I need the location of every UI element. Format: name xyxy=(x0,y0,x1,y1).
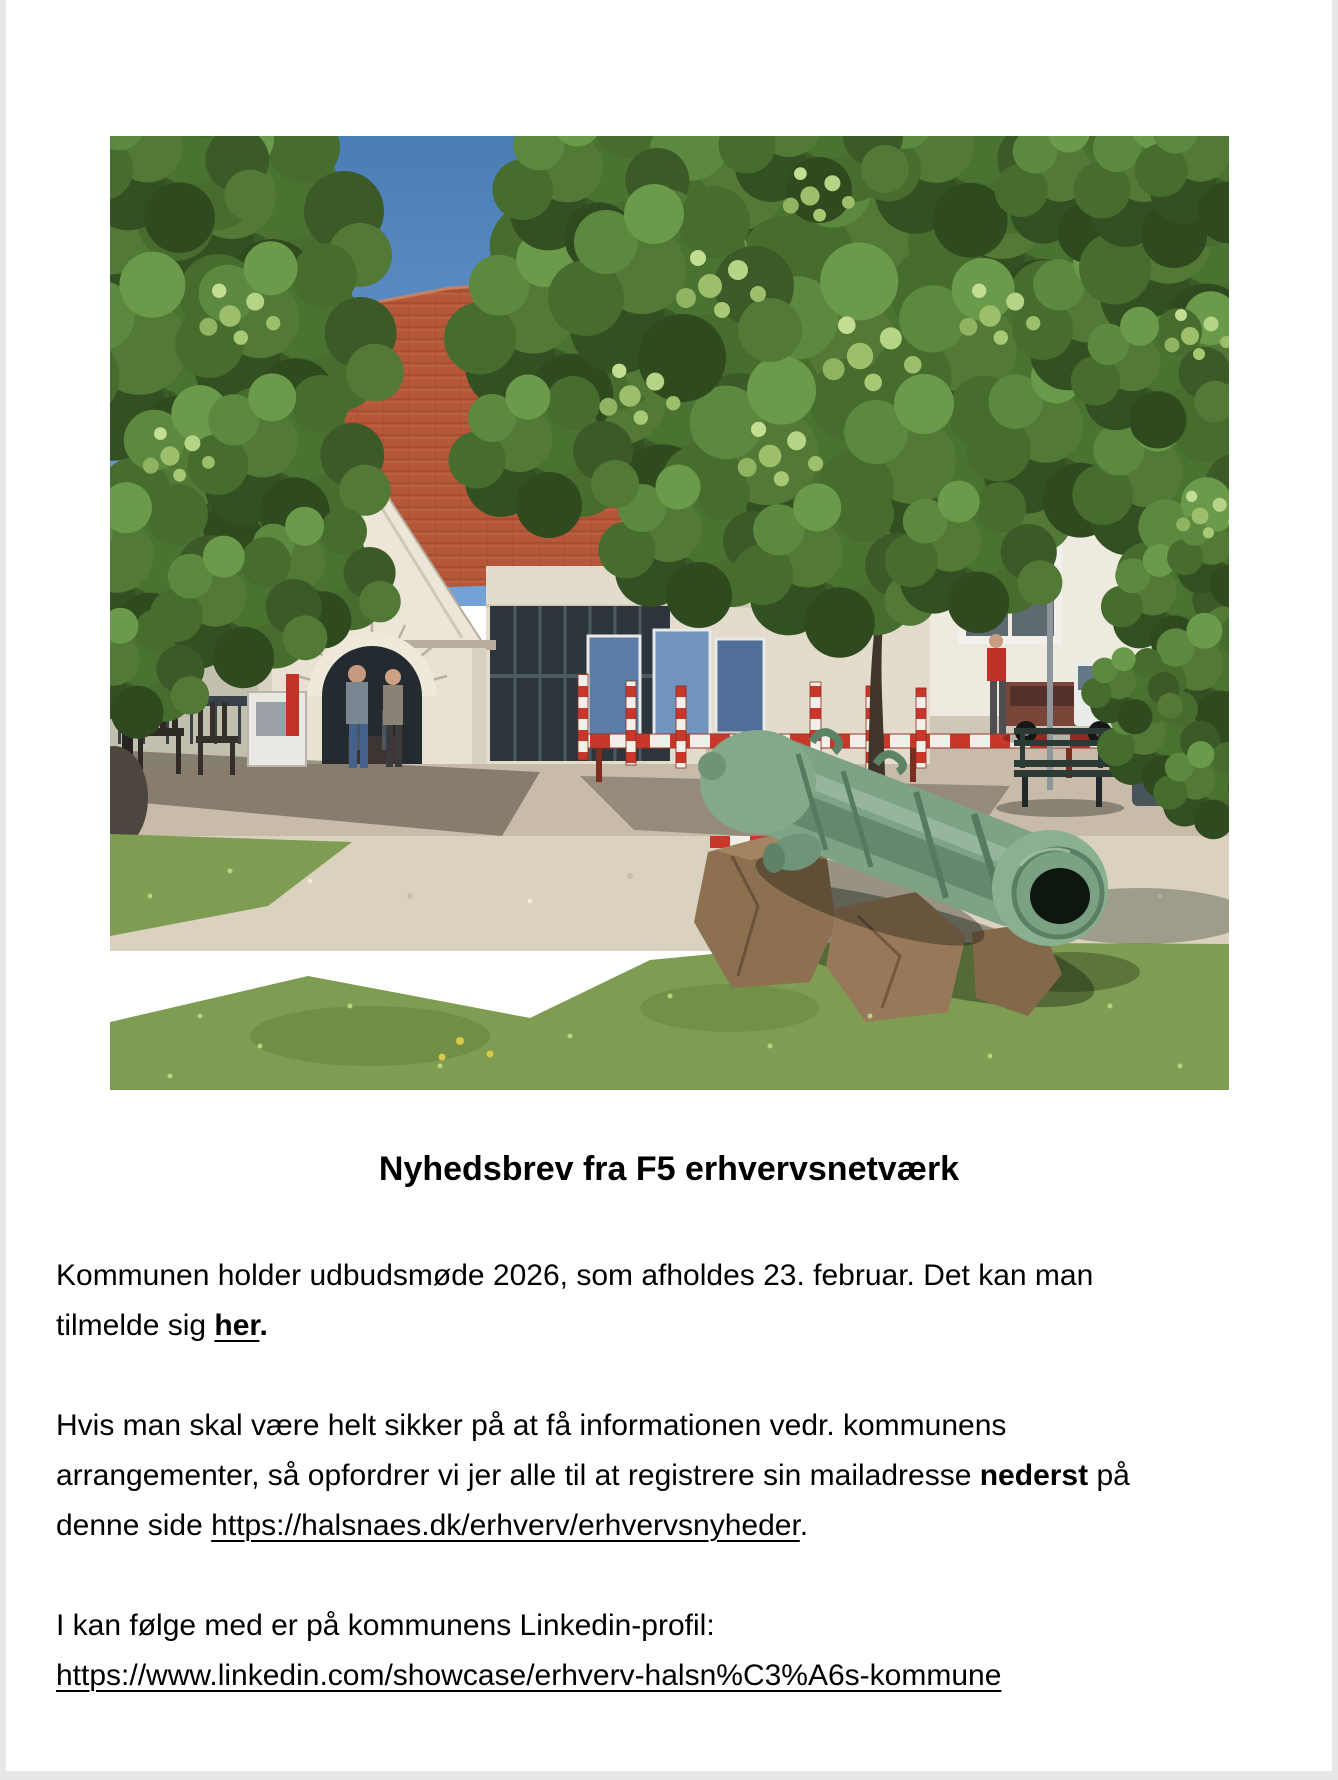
p2-lead-text: Hvis man skal være helt sikker på at få informationen vedr. kommunens arrangementer, så opfordrer vi jer alle til at registrere sin mailadresse xyxy=(56,1409,1007,1492)
paragraph-udbudsmoede xyxy=(56,1251,1156,1351)
courtyard-photo-illustration xyxy=(110,136,1229,1090)
p3-lead-text: I kan følge med er på kommunens Linkedin-profil: xyxy=(56,1609,715,1642)
newsletter-hero-photo xyxy=(110,0,1229,1090)
paragraph-mailadresse xyxy=(56,1401,1156,1551)
tilmeld-her-link[interactable]: her xyxy=(214,1309,260,1342)
p2-tail-text: . xyxy=(799,1509,809,1542)
email-card xyxy=(6,0,1332,1771)
newsletter-body xyxy=(6,1251,1332,1701)
p2-mid-text: på denne side xyxy=(56,1459,1130,1542)
p2-nederst-bold: nederst xyxy=(979,1459,1089,1492)
p1-tail-text: . xyxy=(259,1309,268,1342)
newsletter-title: Nyhedsbrev fra F5 erhvervsnetværk xyxy=(378,1150,960,1188)
paragraph-linkedin xyxy=(56,1601,1156,1701)
linkedin-link[interactable]: https://www.linkedin.com/showcase/erhverv-halsn%C3%A6s-kommune xyxy=(56,1659,1002,1692)
p1-lead-text: Kommunen holder udbudsmøde 2026, som afholdes 23. februar. Det kan man tilmelde sig xyxy=(56,1259,1094,1342)
erhvervsnyheder-link[interactable]: https://halsnaes.dk/erhverv/erhvervsnyheder xyxy=(211,1509,800,1542)
